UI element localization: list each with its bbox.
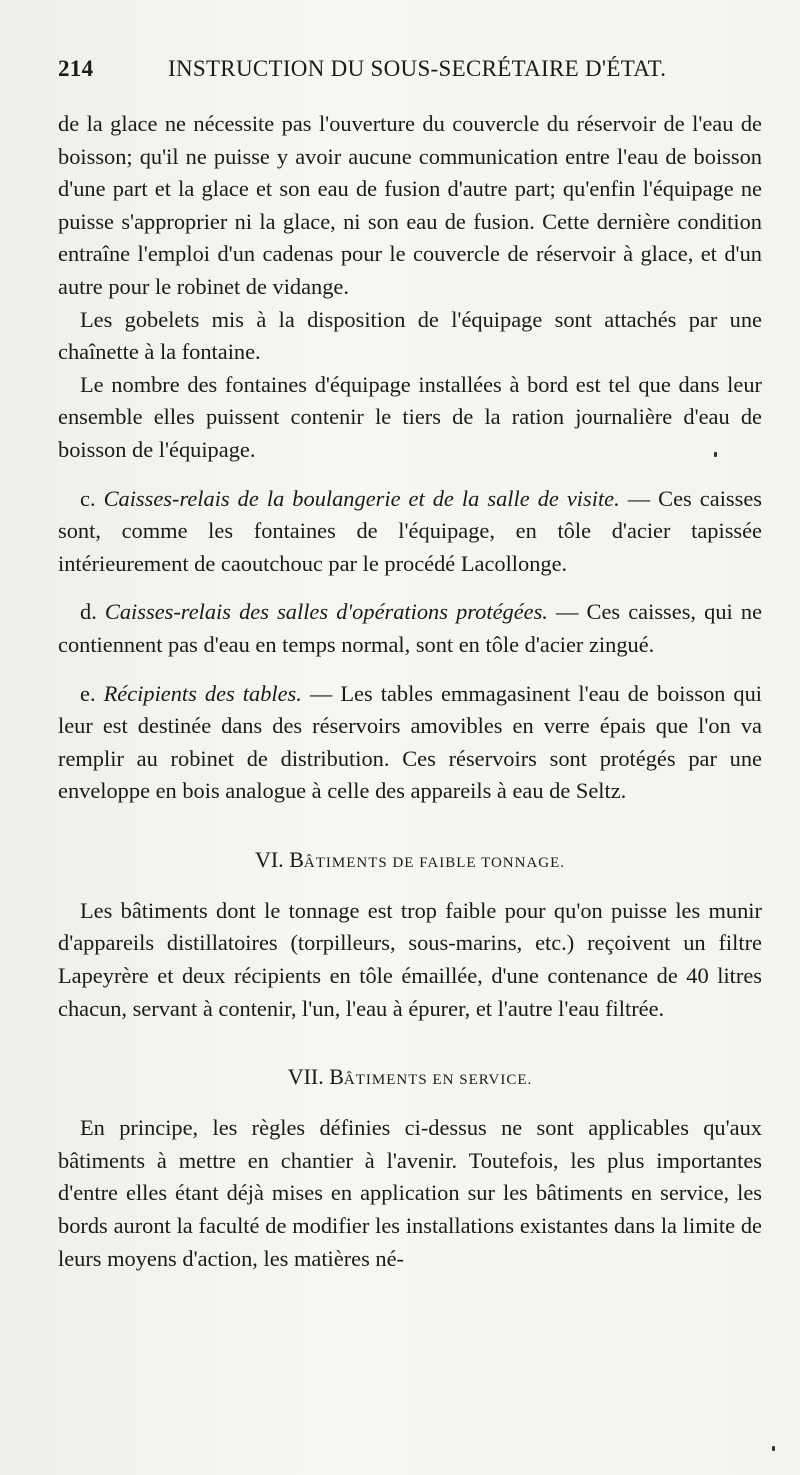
section-heading-vii — [58, 1061, 762, 1096]
item-d-text: — Ces caisses, qui ne contiennent pas d'eau en temps normal, sont en tôle d'acier zingué. — [58, 599, 763, 657]
ink-speck — [714, 452, 717, 457]
section-vii-initial: B — [329, 1064, 344, 1090]
item-e — [58, 678, 762, 808]
section-vi-initial: B — [289, 846, 304, 872]
item-c-label: c. — [80, 485, 104, 511]
item-d-title: Caisses-relais des salles d'opérations protégées. — [104, 599, 548, 625]
item-d — [58, 596, 762, 661]
section-vi-title: ÂTIMENTS DE FAIBLE TONNAGE. — [303, 854, 566, 871]
item-d-label: d. — [80, 599, 105, 625]
paragraph-gobelets: Les gobelets mis à la disposition de l'équipage sont attachés par une chaînette à la fontaine. — [58, 306, 762, 365]
section-vii-text: En principe, les règles définies ci-dessus ne sont applicables qu'aux bâtiments à mettre en chantier à l'avenir. Toutefois, les plus importantes d'entre elles étant déjà mises en application sur les bâtiments en service, les bords auront la faculté de modifier les installations existantes dans la limite de leurs moyens d'action, les matières né- — [58, 1115, 762, 1271]
paragraph-fontaines: Le nombre des fontaines d'équipage installées à bord est tel que dans leur ensemble elles puissent contenir le tiers de la ration journalière d'eau de boisson de l'équipage. — [58, 371, 762, 462]
item-c — [58, 483, 762, 581]
section-vii-number: VII. — [287, 1064, 324, 1090]
section-vii-title: ÂTIMENTS EN SERVICE. — [343, 1072, 533, 1089]
ink-speck — [772, 1446, 775, 1451]
item-e-label: e. — [80, 680, 104, 706]
item-e-title: Récipients des tables. — [103, 680, 302, 706]
paragraph-continuation: de la glace ne nécessite pas l'ouverture du couvercle du réservoir de l'eau de boisson; qu'il ne puisse y avoir aucune communication entre l'eau de boisson d'une part et la glace et son eau de fusion d'autre part; qu'enfin l'équipage ne puisse s'approprier ni la glace, ni son eau de fusion. Cette dernière condition entraîne l'emploi d'un cadenas pour le couvercle de réservoir à glace, et d'un autre pour le robinet de vidange. — [58, 111, 762, 299]
page-header — [58, 56, 762, 90]
section-heading-vi — [58, 844, 762, 879]
section-vi-number: VI. — [254, 846, 284, 872]
page-number: 214 — [58, 56, 94, 81]
running-title: INSTRUCTION DU SOUS-SECRÉTAIRE D'ÉTAT. — [168, 56, 667, 81]
item-e-text: — Les tables emmagasinent l'eau de boisson qui leur est destinée dans des réservoirs amovibles en verre épais que l'on va remplir au robinet de distribution. Ces réservoirs sont protégés par une enveloppe en bois analogue à celle des appareils à eau de Seltz. — [58, 680, 762, 804]
item-c-title: Caisses-relais de la boulangerie et de la salle de visite. — [103, 485, 620, 511]
item-c-text: — Ces caisses sont, comme les fontaines de l'équipage, en tôle d'acier tapissée intérieurement de caoutchouc par le procédé Lacollonge. — [58, 485, 762, 576]
section-vi-text: Les bâtiments dont le tonnage est trop faible pour qu'on puisse les munir d'appareils distillatoires (torpilleurs, sous-marins, etc.) reçoivent un filtre Lapeyrère et deux récipients en tôle émaillée, d'une contenance de 40 litres chacun, servant à contenir, l'un, l'eau à épurer, et l'autre l'eau filtrée. — [58, 897, 762, 1021]
